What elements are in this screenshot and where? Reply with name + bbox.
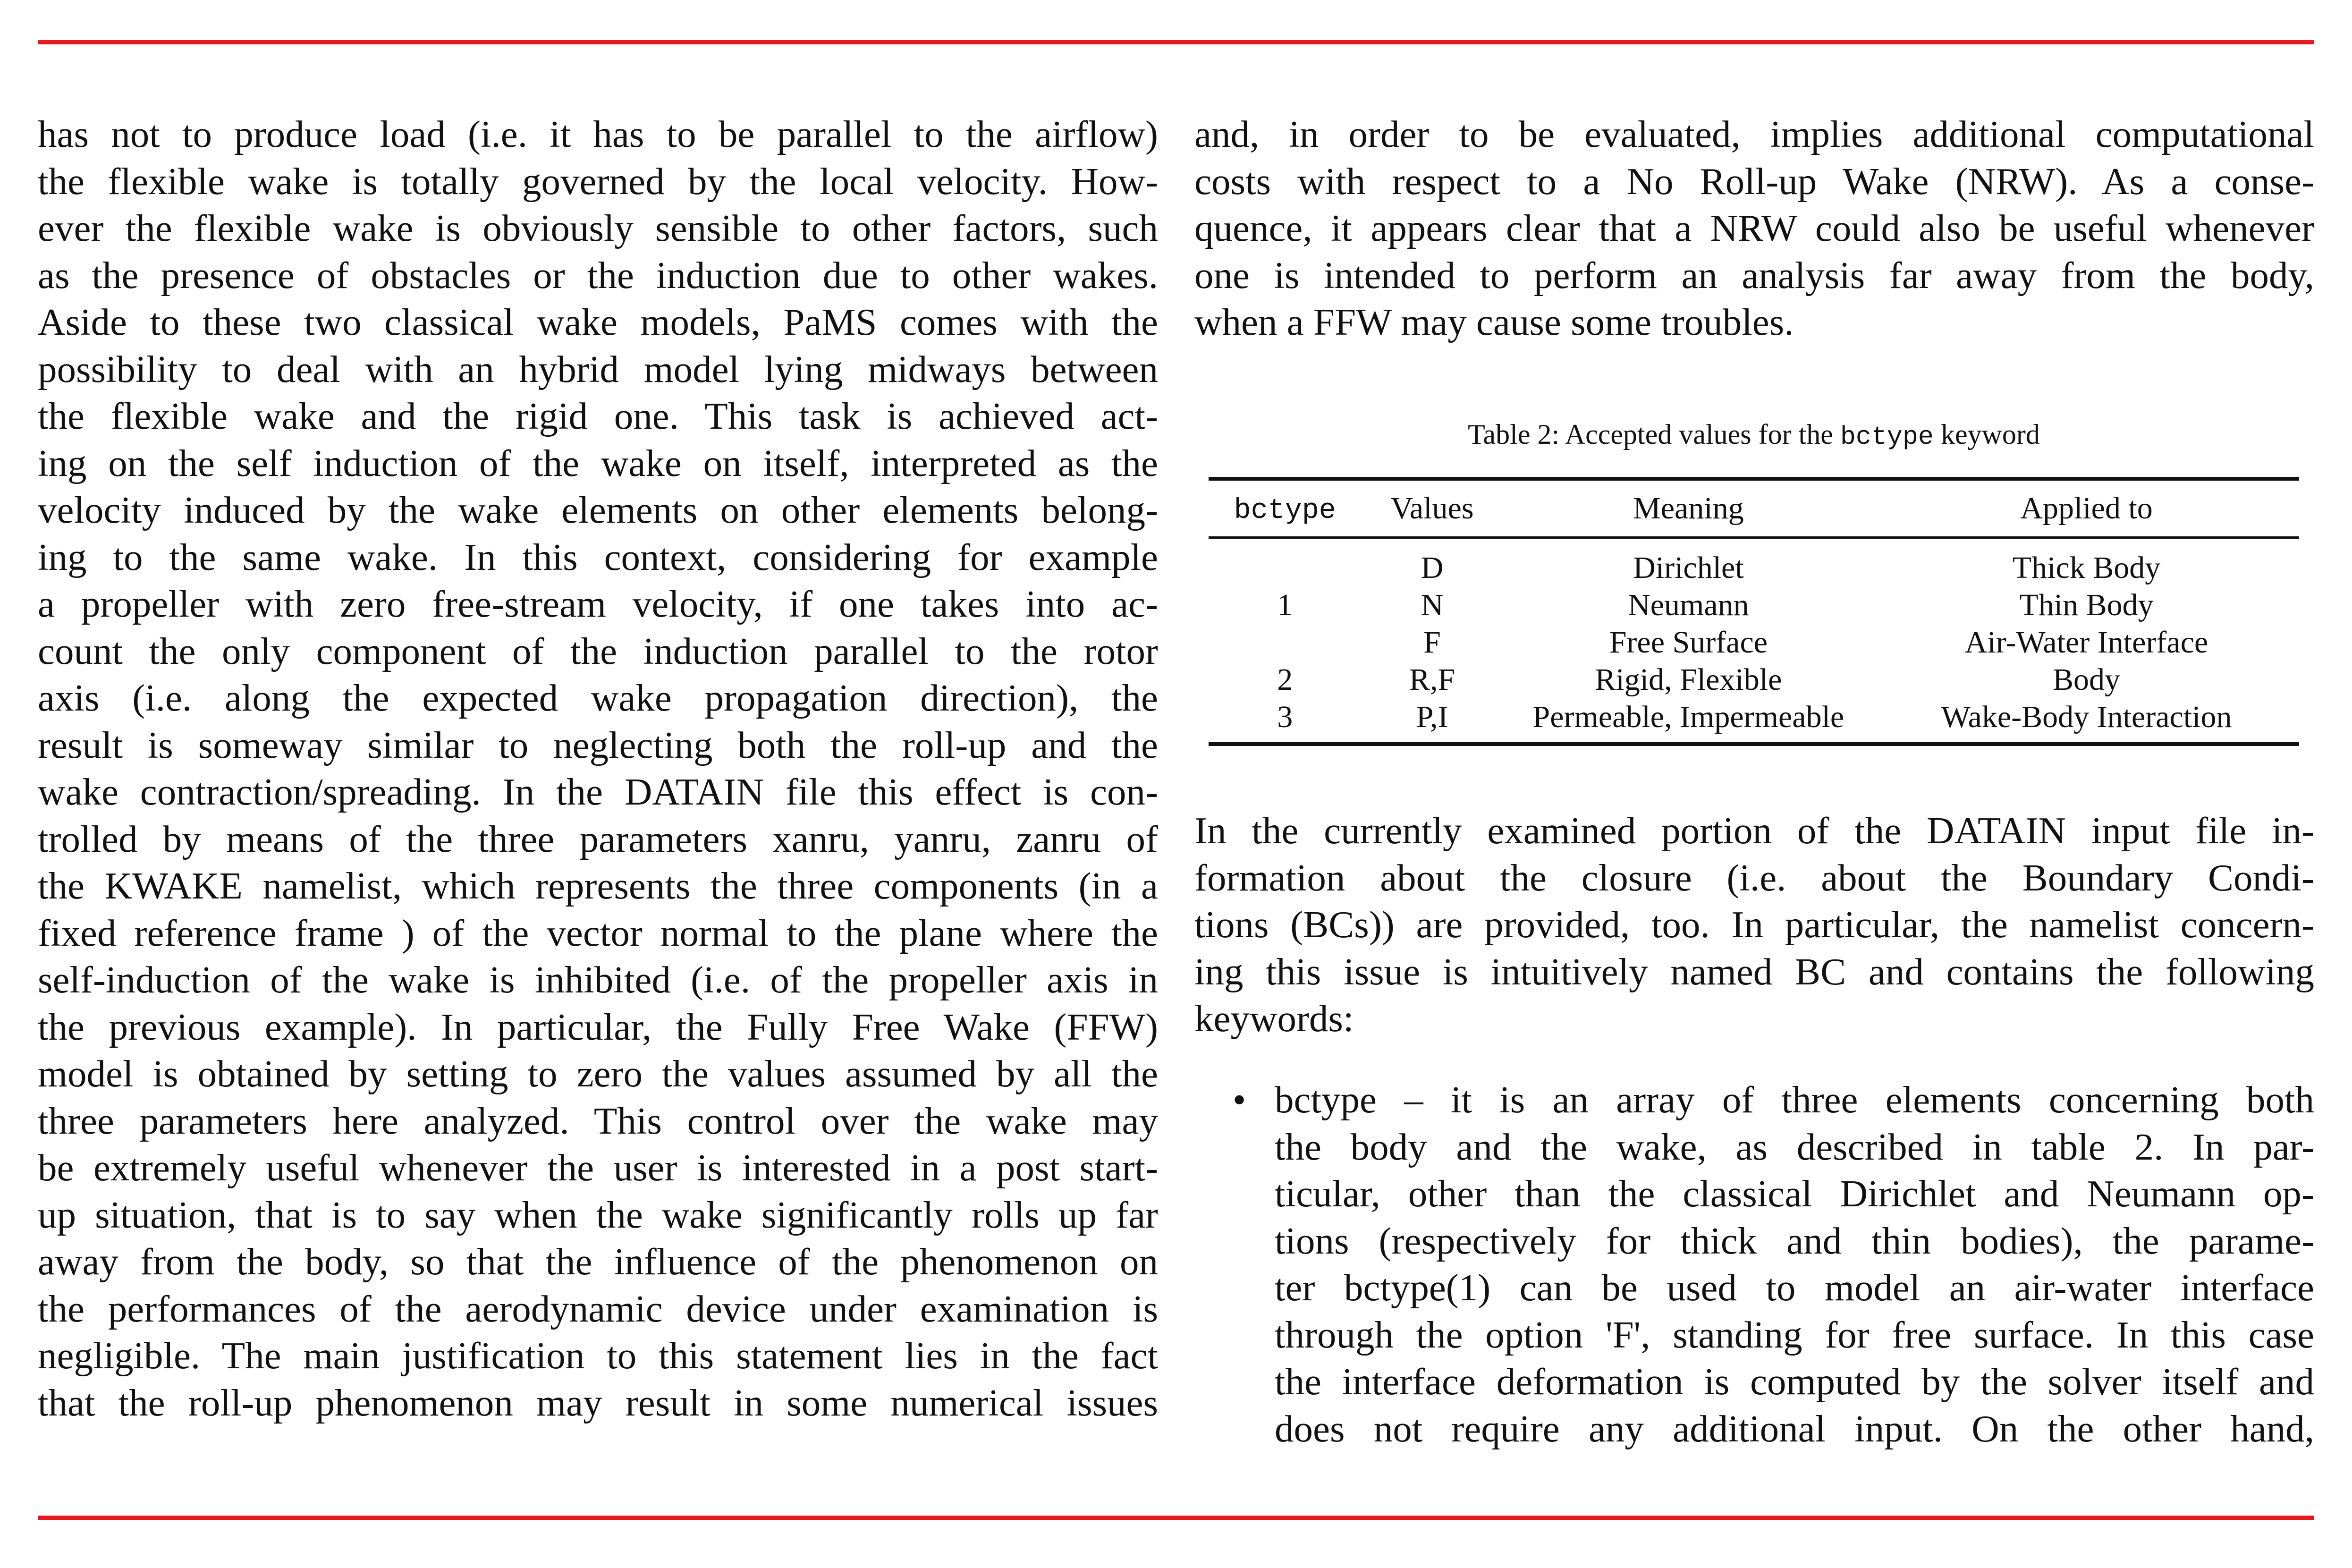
text-line: velocity induced by the wake elements on other elements belong- — [38, 489, 1158, 531]
table-header-row — [1209, 479, 2299, 538]
table-cell: P,I — [1361, 698, 1503, 744]
table-cell: F — [1423, 625, 1441, 660]
text-line: tions (respectively for thick and thin bodies), the parame- — [1275, 1219, 2314, 1262]
text-line: the flexible wake is totally governed by the local velocity. How- — [38, 160, 1158, 203]
text-line: the previous example). In particular, the Fully Free Wake (FFW) — [38, 1005, 1158, 1048]
text-line: the body and the wake, as described in table 2. In par- — [1275, 1125, 2314, 1168]
text-line: possibility to deal with an hybrid model lying midways between — [38, 348, 1158, 390]
text-line: trolled by means of the three parameters xanru, yanru, zanru of — [38, 817, 1158, 860]
table-row — [1209, 538, 2299, 587]
header-bctype: bctype — [1209, 479, 1361, 538]
text-line: count the only component of the induction parallel to the rotor — [38, 629, 1158, 672]
text-line: as the presence of obstacles or the induction due to other wakes. — [38, 254, 1158, 297]
text-line: ing to the same wake. In this context, considering for example — [38, 535, 1158, 578]
text-line: when a FFW may cause some troubles. — [1194, 301, 1794, 343]
text-line: a propeller with zero free-stream velocity, if one takes into ac- — [38, 583, 1158, 625]
text-line: result is someway similar to neglecting both the roll-up and the — [38, 723, 1158, 766]
text-line: negligible. The main justification to this statement lies in the fact — [38, 1334, 1158, 1377]
bc-paragraph — [1194, 807, 2314, 1043]
text-line: does not require any additional input. On the other hand, — [1275, 1407, 2314, 1450]
text-line: and, in order to be evaluated, implies additional computational — [1194, 113, 2314, 155]
table-cell: Neumann — [1628, 588, 1749, 622]
text-line: axis (i.e. along the expected wake propagation direction), the — [38, 677, 1158, 719]
text-line: In the currently examined portion of the DATAIN input file in- — [1194, 809, 2314, 852]
text-line: ter bctype(1) can be used to model an air-water interface — [1275, 1266, 2314, 1309]
text-line: up situation, that is to say when the wake significantly rolls up far — [38, 1193, 1158, 1236]
text-line: model is obtained by setting to zero the values assumed by all the — [38, 1052, 1158, 1095]
bullet-item-bctype — [1275, 1076, 2314, 1452]
table-cell: D — [1421, 551, 1444, 585]
table-cell: N — [1421, 588, 1444, 622]
table-row — [1209, 586, 2299, 624]
table-cell: Wake-Body Interaction — [1874, 698, 2299, 744]
text-line: that the roll-up phenomenon may result in some numerical issues — [38, 1381, 1158, 1424]
text-line: wake contraction/spreading. In the DATAIN file this effect is con- — [38, 771, 1158, 813]
text-line: costs with respect to a No Roll-up Wake (NRW). As a conse- — [1194, 160, 2314, 203]
text-line: ing this issue is intuitively named BC and contains the following — [1194, 950, 2314, 993]
table-caption — [1209, 415, 2299, 456]
text-line: be extremely useful whenever the user is interested in a post start- — [38, 1146, 1158, 1189]
text-line: keywords: — [1194, 997, 1354, 1040]
text-line: ticular, other than the classical Dirichlet and Neumann op- — [1275, 1172, 2314, 1215]
table-row — [1209, 624, 2299, 661]
text-line: quence, it appears clear that a NRW could also be useful whenever — [1194, 207, 2314, 249]
table-cell: Body — [2053, 662, 2121, 697]
table-cell: R,F — [1409, 662, 1455, 697]
table-row — [1209, 661, 2299, 698]
header-meaning: Meaning — [1503, 479, 1874, 538]
text-line: the performances of the aerodynamic device under examination is — [38, 1287, 1158, 1330]
text-line: the flexible wake and the rigid one. This task is achieved act- — [38, 395, 1158, 437]
text-line: Aside to these two classical wake models, PaMS comes with the — [38, 301, 1158, 343]
text-line: the interface deformation is computed by the solver itself and — [1275, 1360, 2314, 1403]
text-line: ing on the self induction of the wake on itself, interpreted as the — [38, 441, 1158, 484]
header-rule — [38, 40, 2314, 44]
caption-suffix: keyword — [1940, 419, 2040, 450]
header-values: Values — [1361, 479, 1503, 538]
text-line: self-induction of the wake is inhibited (i.e. of the propeller axis in — [38, 958, 1158, 1001]
text-line: through the option 'F', standing for free surface. In this case — [1275, 1313, 2314, 1356]
table-cell — [1209, 624, 1361, 661]
table-cell: 1 — [1277, 588, 1293, 622]
text-line: away from the body, so that the influence of the phenomenon on — [38, 1240, 1158, 1283]
text-line: has not to produce load (i.e. it has to be parallel to the airflow) — [38, 113, 1158, 155]
table-cell: Permeable, Impermeable — [1503, 698, 1874, 744]
text-line: three parameters here analyzed. This control over the wake may — [38, 1099, 1158, 1142]
caption-keyword: bctype — [1840, 422, 1934, 452]
text-line: formation about the closure (i.e. about the Boundary Condi- — [1194, 856, 2314, 899]
text-line: tions (BCs)) are provided, too. In particular, the namelist concern- — [1194, 903, 2314, 946]
table-cell — [1209, 538, 1361, 587]
right-column-intro — [1194, 111, 2314, 346]
bctype-table — [1209, 477, 2299, 746]
caption-prefix: Table 2: Accepted values for the — [1468, 419, 1833, 450]
table-row — [1209, 698, 2299, 744]
text-line: one is intended to perform an analysis far away from the body, — [1194, 254, 2314, 297]
footer-rule — [38, 1516, 2314, 1520]
table-cell: Air-Water Interface — [1964, 625, 2208, 660]
header-applied-to: Applied to — [1874, 479, 2299, 538]
text-line: ever the flexible wake is obviously sensible to other factors, such — [38, 207, 1158, 249]
table-cell: Dirichlet — [1633, 551, 1744, 585]
table-cell: Thick Body — [2012, 551, 2161, 585]
table-cell: Free Surface — [1609, 625, 1768, 660]
table-cell: Rigid, Flexible — [1595, 662, 1782, 697]
text-line: fixed reference frame ) of the vector normal to the plane where the — [38, 911, 1158, 954]
table-cell: 3 — [1209, 698, 1361, 744]
text-line: bctype – it is an array of three elements concerning both — [1275, 1078, 2314, 1121]
text-line: the KWAKE namelist, which represents the three components (in a — [38, 865, 1158, 907]
table-cell: Thin Body — [2019, 588, 2154, 622]
left-column — [38, 111, 1158, 1426]
bullet-icon: • — [1232, 1078, 1246, 1121]
table-cell: 2 — [1277, 662, 1293, 697]
